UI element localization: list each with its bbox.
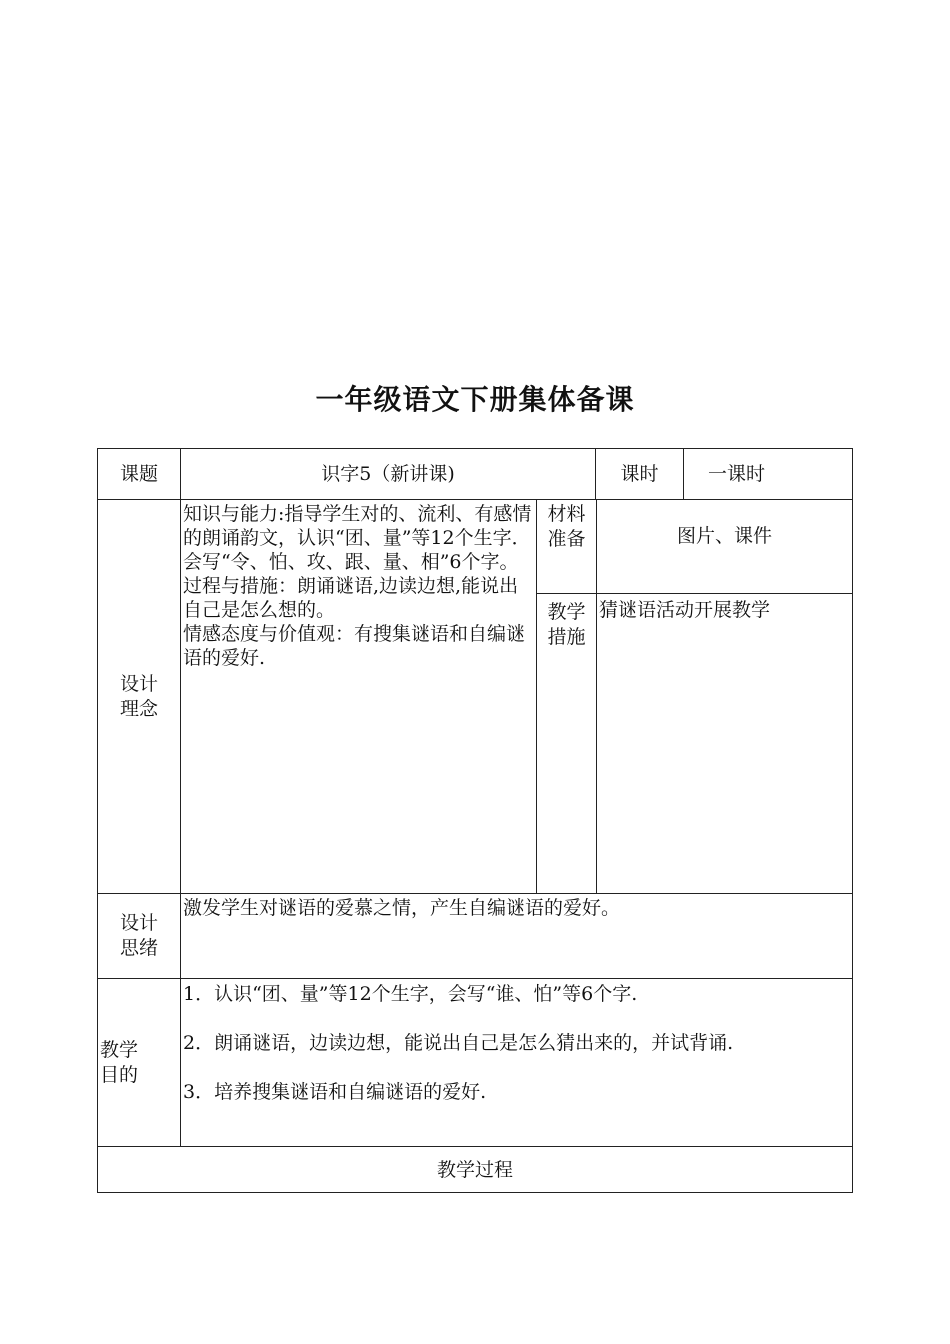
purpose-item-2: 2．朗诵谜语，边读边想，能说出自己是怎么猜出来的，并试背诵. xyxy=(183,1032,734,1054)
goal-attitude-values: 情感态度与价值观：有搜集谜语和自编谜语的爱好. xyxy=(183,623,526,669)
purpose-item-1: 1．认识“团、量”等12个生字，会写“谁、怕”等6个字. xyxy=(183,983,638,1005)
topic-value: 识字5（新讲课) xyxy=(321,463,455,485)
topic-value-cell xyxy=(180,448,596,500)
goal-knowledge-ability: 知识与能力:指导学生对的、流利、有感情的朗诵韵文，认识“团、量”等12个生字．会写“令、怕、攻、跟、量、相”6个字。 xyxy=(183,503,532,573)
methods-value-cell xyxy=(596,593,853,894)
period-label-cell xyxy=(595,448,684,500)
period-value-cell xyxy=(683,448,853,500)
period-label: 课时 xyxy=(620,463,659,485)
design-concept-text-cell xyxy=(180,499,537,894)
purpose-item-3: 3．培养搜集谜语和自编谜语的爱好. xyxy=(183,1081,487,1103)
design-idea-label-cell xyxy=(97,893,181,979)
purpose-label-cell xyxy=(97,978,181,1147)
period-value: 一课时 xyxy=(708,463,766,485)
materials-value: 图片、课件 xyxy=(676,525,772,547)
process-label: 教学过程 xyxy=(436,1158,513,1181)
design-concept-label-line2: 理念 xyxy=(119,697,158,720)
design-concept-label-line1: 设计 xyxy=(119,672,158,695)
design-idea-label-line2: 思绪 xyxy=(119,937,158,959)
materials-label-line1: 材料 xyxy=(547,503,586,525)
design-idea-label-line1: 设计 xyxy=(119,912,158,934)
topic-label: 课题 xyxy=(119,463,158,485)
goal-process-method: 过程与措施：朗诵谜语,边读边想,能说出自己是怎么想的。 xyxy=(183,575,519,621)
purpose-label-line2: 目的 xyxy=(100,1063,139,1086)
materials-label-line2: 准备 xyxy=(547,528,586,550)
methods-label-line2: 措施 xyxy=(547,626,586,648)
methods-label-line1: 教学 xyxy=(547,601,586,623)
materials-value-cell xyxy=(596,499,853,594)
purpose-text-cell xyxy=(180,978,853,1147)
methods-value: 猜谜语活动开展教学 xyxy=(599,599,771,621)
page-title: 一年级语文下册集体备课 xyxy=(315,383,635,416)
methods-label-cell xyxy=(536,593,597,894)
design-idea-text: 激发学生对谜语的爱慕之情，产生自编谜语的爱好。 xyxy=(183,897,621,919)
materials-label-cell xyxy=(536,499,597,594)
purpose-label-line1: 教学 xyxy=(100,1038,139,1061)
design-concept-label-cell xyxy=(97,499,181,894)
design-idea-text-cell xyxy=(180,893,853,979)
process-header-cell xyxy=(97,1146,853,1193)
topic-label-cell xyxy=(97,448,181,500)
